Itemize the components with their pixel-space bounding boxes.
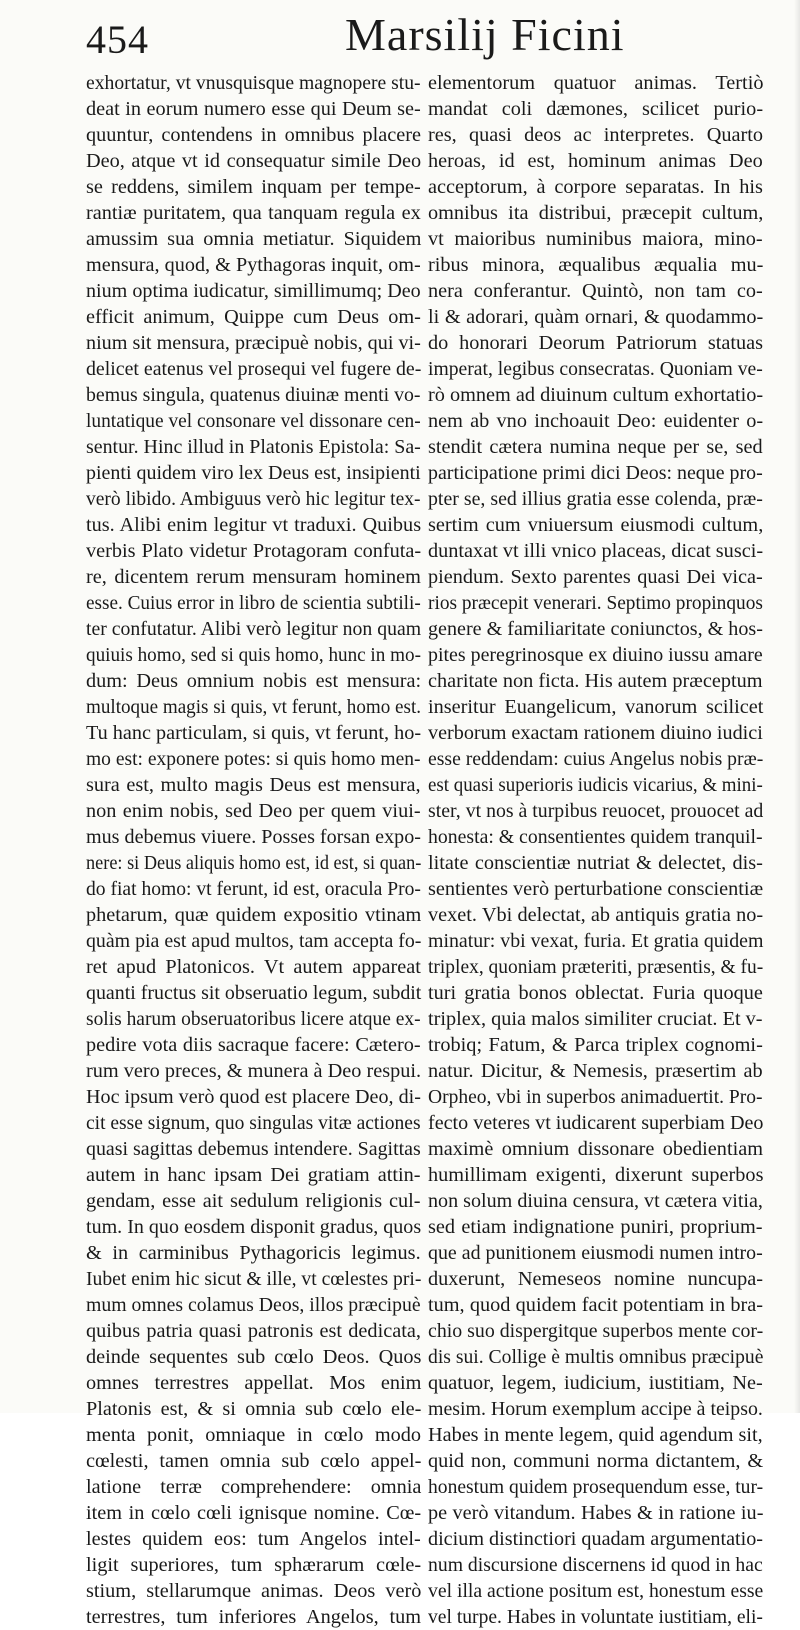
text-line: mesim. Horum exemplum accipe à teipso.: [428, 1398, 763, 1420]
text-line: pe verò vitandum. Habes & in ratione iu-: [428, 1502, 764, 1524]
text-line: mo est: exponere potes: si quis homo men-: [86, 748, 421, 770]
text-line: do honorari Deorum Patriorum statuas: [428, 332, 764, 354]
text-line: tus. Alibi enim legitur vt traduxi. Quibus: [86, 514, 422, 536]
text-line: honestum quidem prosequendum esse, tur-: [428, 1476, 764, 1498]
right-text-column: [428, 70, 763, 1630]
text-line: dis sui. Collige è multis omnibus præcipuè: [428, 1346, 764, 1368]
running-title: Marsilij Ficini: [345, 9, 625, 60]
text-line: trobiq; Fatum, & Parca triplex cognomi-: [428, 1034, 763, 1056]
text-line: est quasi superioris iudicis vicarius, & mini-: [428, 774, 763, 796]
text-line: vexet. Vbi delectat, ab antiquis gratia no-: [428, 904, 764, 926]
text-line: minatur: vbi vexat, furia. Et gratia quidem: [428, 930, 764, 952]
text-line: ter confutatur. Alibi verò legitur non quam: [86, 618, 422, 640]
page-header: [0, 0, 800, 70]
text-line: nium optima iudicatur, simillimumq; Deo: [86, 280, 421, 302]
text-line: efficit animum, Quippe cum Deus om-: [86, 306, 421, 328]
text-line: quàm pia est apud multos, tam accepta fo-: [86, 930, 422, 952]
text-line: elementorum quatuor animas. Tertiò: [428, 72, 764, 94]
text-line: cœlesti, tamen omnia sub cœlo appel-: [86, 1450, 422, 1472]
text-line: tum, quod quidem facit potentiam in bra-: [428, 1294, 764, 1316]
text-line: verò libido. Ambiguus verò hic legitur tex-: [86, 488, 421, 510]
text-line: multoque magis si quis, vt ferunt, homo est.: [86, 696, 422, 718]
text-line: humillimam exigenti, dixerunt superbos: [428, 1164, 764, 1186]
text-line: Deo, atque vt id consequatur simile Deo: [86, 150, 422, 172]
text-line: nem ab vno inchoauit Deo: euidenter o-: [428, 410, 764, 432]
text-line: num discursione discernens id quod in hac: [428, 1554, 763, 1576]
text-line: vel illa actione positum est, honestum esse: [428, 1580, 764, 1602]
text-line: ligit superiores, tum sphærarum cœle-: [86, 1554, 422, 1576]
text-line: vt maioribus numinibus maiora, mino-: [428, 228, 763, 250]
text-line: imperat, legibus consecratas. Quoniam ve-: [428, 358, 763, 380]
text-line: cit esse signum, quo singulas vitæ actiones: [86, 1112, 421, 1134]
text-line: quanti fructus sit obseruatio legum, subdit: [86, 982, 422, 1004]
text-line: participatione primi dici Deos: neque pro-: [428, 462, 763, 484]
text-line: nium sit mensura, præcipuè nobis, qui vi-: [86, 332, 421, 354]
text-line: lestes quidem eos: tum Angelos intel-: [86, 1528, 421, 1550]
text-line: quibus patria quasi patronis est dedicata,: [86, 1320, 421, 1342]
text-line: esse. Cuius error in libro de scientia subtili-: [86, 592, 421, 614]
text-line: quid non, communi norma dictantem, &: [428, 1450, 764, 1472]
text-line: re, dicentem rerum mensuram hominem: [86, 566, 421, 588]
text-line: non solum diuina censura, vt cætera vitia,: [428, 1190, 763, 1212]
text-line: turi gratia bonos oblectat. Furia quoque: [428, 982, 763, 1004]
text-line: honesta: & consentientes quidem tranquil-: [428, 826, 763, 848]
text-line: verborum exactam rationem diuino iudici: [428, 722, 763, 744]
text-line: mandat coli dæmones, scilicet puriо-: [428, 98, 764, 120]
text-line: natur. Dicitur, & Nemesis, præsertim ab: [428, 1060, 763, 1082]
text-line: item in cœlo cœli ignisque nomine. Cœ-: [86, 1502, 422, 1524]
text-line: stendit cætera numina neque per se, sed: [428, 436, 763, 458]
left-text-column: [86, 70, 421, 1630]
text-line: acceptorum, à corpore separatas. In his: [428, 176, 763, 198]
text-line: dum: Deus omnium nobis est mensura:: [86, 670, 422, 692]
text-line: ribus minora, æqualibus æqualia mu-: [428, 254, 764, 276]
text-line: amussim sua omnia metiatur. Siquidem: [86, 228, 422, 250]
text-line: sed etiam indignatione puniri, proprium-: [428, 1216, 763, 1238]
text-line: rios præcepit venerari. Septimo propinquos: [428, 592, 763, 614]
text-line: phetarum, quæ quidem expositio vtinam: [86, 904, 422, 926]
text-line: omnes terrestres appellat. Mos enim: [86, 1372, 422, 1394]
text-line: Habes in mente legem, quid agendum sit,: [428, 1424, 763, 1446]
text-line: pedire vota diis sacraque facere: Cætero-: [86, 1034, 421, 1056]
text-line: vel turpe. Habes in voluntate iustitiam, eli-: [428, 1606, 763, 1628]
text-line: heroas, id est, hominum animas Deo: [428, 150, 763, 172]
text-line: quiuis homo, sed si quis homo, hunc in mo-: [86, 644, 421, 666]
text-line: ret apud Platonicos. Vt autem appareat: [86, 956, 421, 978]
text-line: bemus singula, quatenus diuinæ menti vo-: [86, 384, 421, 406]
text-line: sertim cum vniuersum eiusmodi cultum,: [428, 514, 764, 536]
text-line: exhortatur, vt vnusquisque magnopere stu-: [86, 72, 421, 94]
text-line: quuntur, contendens in omnibus placere: [86, 124, 422, 146]
text-line: mus debemus viuere. Posses forsan expo-: [86, 826, 421, 848]
text-line: do fiat homo: vt ferunt, id est, oracula Pro-: [86, 878, 421, 900]
text-line: ster, vt nos à turpibus reuocet, prouocet ad: [428, 800, 764, 822]
text-line: mensura, quod, & Pythagoras inquit, om-: [86, 254, 421, 276]
text-line: que ad punitionem eiusmodi numen intro-: [428, 1242, 763, 1264]
page-edge-shadow: [794, 0, 800, 1413]
text-line: latione terræ comprehendere: omnia: [86, 1476, 422, 1498]
text-line: Iubet enim hic sicut & ille, vt cœlestes pri-: [86, 1268, 422, 1290]
text-line: quasi sagittas debemus intendere. Sagittas: [86, 1138, 421, 1160]
text-line: gendam, esse ait sedulum religionis cul-: [86, 1190, 421, 1212]
text-line: duxerunt, Nemeseos nomine nuncupa-: [428, 1268, 764, 1290]
text-line: rantiæ puritatem, qua tanquam regula ex: [86, 202, 421, 224]
text-line: maximè omnium dissonare obedientiam: [428, 1138, 763, 1160]
text-line: rum vero preces, & munera à Deo respui.: [86, 1060, 422, 1082]
text-line: pter se, sed illius gratia esse colenda, præ-: [428, 488, 763, 510]
text-line: nera conferantur. Quintò, non tam co-: [428, 280, 763, 302]
text-line: genere & familiaritate coniunctos, & hos-: [428, 618, 763, 640]
text-line: li & adorari, quàm ornari, & quodammo-: [428, 306, 764, 328]
text-line: charitate non ficta. His autem præceptum: [428, 670, 763, 692]
text-line: deinde sequentes sub cœlo Deos. Quos: [86, 1346, 422, 1368]
text-line: sura est, multo magis Deus est mensura,: [86, 774, 421, 796]
text-line: triplex, quia malos similiter cruciat. Et v-: [428, 1008, 763, 1030]
text-line: pites peregrinosque ex diuino iussu amare: [428, 644, 763, 666]
text-line: deat in eorum numero esse qui Deum se-: [86, 98, 421, 120]
text-line: duntaxat vt illi vnico placeas, dicat susci-: [428, 540, 764, 562]
text-line: menta ponit, omniaque in cœlo modo: [86, 1424, 422, 1446]
text-line: autem in hanc ipsam Dei gratiam attin-: [86, 1164, 421, 1186]
text-line: mum omnes colamus Deos, illos præcipuè: [86, 1294, 421, 1316]
text-line: Hoc ipsum verò quod est placere Deo, di-: [86, 1086, 421, 1108]
text-line: tum. In quo eosdem disponit gradus, quos: [86, 1216, 422, 1238]
text-line: sentur. Hinc illud in Platonis Epistola: Sa-: [86, 436, 421, 458]
text-line: inseritur Euangelicum, vanorum scilicet: [428, 696, 764, 718]
text-line: se reddens, similem inquam per tempe-: [86, 176, 421, 198]
text-line: nere: si Deus aliquis homo est, id est, si quan-: [86, 852, 422, 874]
text-line: stium, stellarumque animas. Deos verò: [86, 1580, 422, 1602]
text-line: dicium distinctiori quadam argumentatio-: [428, 1528, 764, 1550]
page-number: 454: [86, 17, 149, 62]
text-line: non enim nobis, sed Deo per quem viui-: [86, 800, 421, 822]
text-line: rò omnem ad diuinum cultum exhortatio-: [428, 384, 764, 406]
text-line: res, quasi deos ac interpretes. Quarto: [428, 124, 764, 146]
text-line: delicet eatenus vel prosequi vel fugere de-: [86, 358, 422, 380]
text-line: Platonis est, & si omnia sub cœlo ele-: [86, 1398, 422, 1420]
text-line: chio suo dispergitque superbos mente cor-: [428, 1320, 764, 1342]
text-line: omnibus ita distribui, præcepit cultum,: [428, 202, 764, 224]
text-line: piendum. Sexto parentes quasi Dei vica-: [428, 566, 763, 588]
text-line: verbis Plato videtur Protagoram confuta-: [86, 540, 422, 562]
text-line: Tu hanc particulam, si quis, vt ferunt, ho-: [86, 722, 422, 744]
text-line: solis harum obseruatoribus licere atque ex-: [86, 1008, 421, 1030]
text-line: sentientes verò perturbatione conscientiæ: [428, 878, 764, 900]
text-line: Orpheo, vbi in superbos animaduertit. Pro-: [428, 1086, 763, 1108]
text-line: & in carminibus Pythagoricis legimus.: [86, 1242, 421, 1264]
text-line: quatuor, legem, iudicium, iustitiam, Ne-: [428, 1372, 763, 1394]
text-line: triplex, quoniam præteriti, præsentis, & fu-: [428, 956, 764, 978]
text-line: terrestres, tum inferiores Angelos, tum: [86, 1606, 422, 1628]
text-line: pienti quidem viro lex Deus est, insipienti: [86, 462, 421, 484]
text-line: litate conscientiæ nutriat & delectet, dis-: [428, 852, 763, 874]
text-line: fecto veteres vt iudicarent superbiam Deo: [428, 1112, 764, 1134]
text-line: luntatique vel consonare vel dissonare cen-: [86, 410, 421, 432]
text-line: esse reddendam: cuius Angelus nobis præ-: [428, 748, 764, 770]
